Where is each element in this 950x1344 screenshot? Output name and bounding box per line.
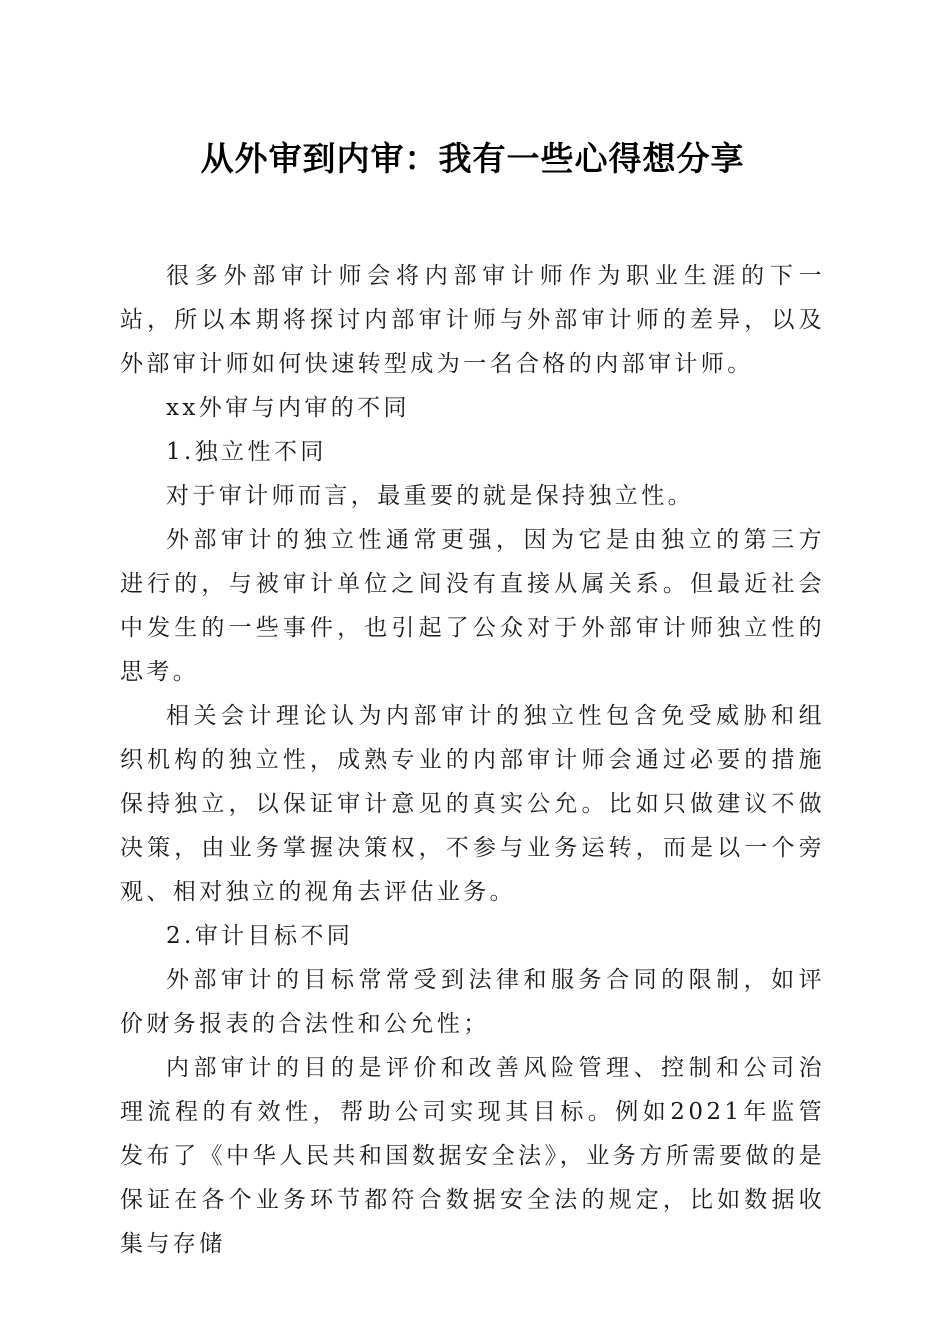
paragraph-internal-independence: 相关会计理论认为内部审计的独立性包含免受威胁和组织机构的独立性，成熟专业的内部审计师会通过必要的措施保持独立，以保证审计意见的真实公允。比如只做建议不做决策，由业务掌握决策权，不参与业务运转，而是以一个旁观、相对独立的视角去评估业务。 <box>120 703 825 905</box>
document-title: 从外审到内审：我有一些心得想分享 <box>200 139 745 178</box>
paragraph-external-independence: 外部审计的独立性通常更强，因为它是由独立的第三方进行的，与被审计单位之间没有直接从属关系。但最近社会中发生的一些事件，也引起了公众对于外部审计师独立性的思考。 <box>120 527 825 685</box>
document-page <box>120 136 825 1266</box>
paragraph-external-objective: 外部审计的目标常常受到法律和服务合同的限制，如评价财务报表的合法性和公允性； <box>120 967 825 1037</box>
subsection-heading-independence: 1.独立性不同 <box>166 439 327 465</box>
subsection-heading-objectives: 2.审计目标不同 <box>166 923 354 949</box>
paragraph-internal-objective: 内部审计的目的是评价和改善风险管理、控制和公司治理流程的有效性，帮助公司实现其目标。例如2021年监管发布了《中华人民共和国数据安全法》，业务方所需要做的是保证在各个业务环节都符合数据安全法的规定，比如数据收集与存储 <box>120 1055 825 1257</box>
paragraph-intro: 很多外部审计师会将内部审计师作为职业生涯的下一站，所以本期将探讨内部审计师与外部审计师的差异，以及外部审计师如何快速转型成为一名合格的内部审计师。 <box>120 263 825 377</box>
section-heading: xx外审与内审的不同 <box>166 395 410 421</box>
paragraph-independence-key: 对于审计师而言，最重要的就是保持独立性。 <box>166 483 694 509</box>
